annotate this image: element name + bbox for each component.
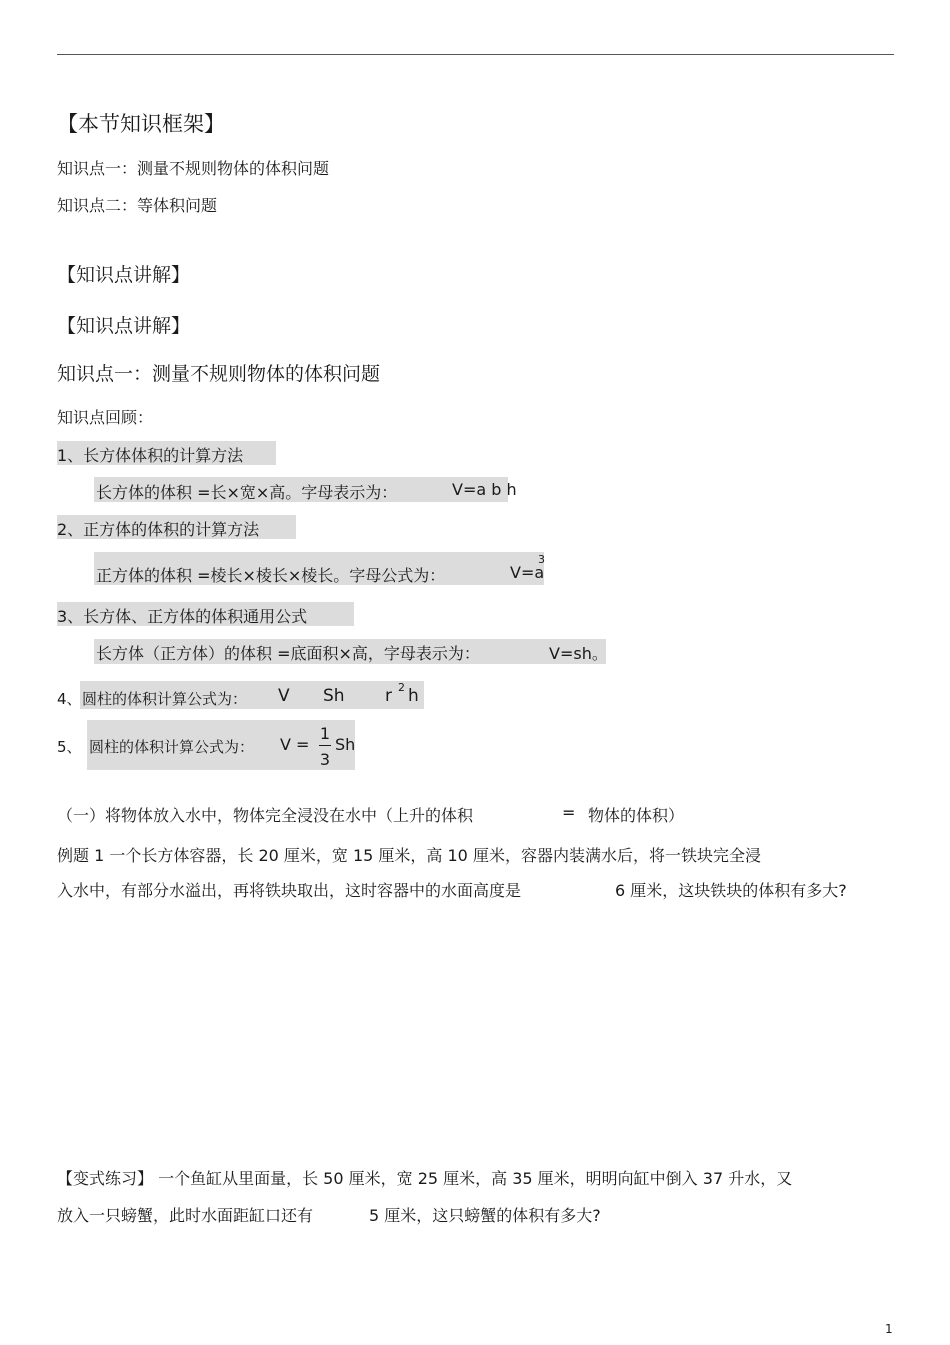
- formula2-body: 正方体的体积 =棱长×棱长×棱长。字母公式为：: [96, 566, 446, 585]
- formula4-v: V: [278, 686, 290, 706]
- formula2-exponent: 3: [538, 553, 545, 566]
- formula5-body: 圆柱的体积计算公式为：: [89, 738, 255, 756]
- formula4-exponent: 2: [398, 681, 405, 694]
- header-rule: [57, 54, 894, 55]
- review-label: 知识点回顾：: [57, 408, 154, 427]
- formula5-number: 5、: [57, 738, 82, 756]
- page-number: 1: [885, 1322, 893, 1336]
- practice-line2: 放入一只螃蟹，此时水面距缸口还有: [57, 1206, 314, 1225]
- formula1-letters: V=a b h: [452, 480, 517, 499]
- formula4-h: h: [408, 686, 419, 706]
- formula3-title: 3、长方体、正方体的体积通用公式: [57, 607, 308, 626]
- formula4-body: 圆柱的体积计算公式为：: [82, 690, 248, 708]
- formula5-fraction-bar: [319, 745, 331, 746]
- example1-line2-end: 6 厘米，这块铁块的体积有多大?: [615, 881, 847, 900]
- formula4-number: 4、: [57, 690, 82, 708]
- practice-line1: 【变式练习】 一个鱼缸从里面量，长 50 厘米，宽 25 厘米，高 35 厘米，明明向缸中倒入 37 升水，又: [57, 1169, 793, 1188]
- section1-heading: （一）将物体放入水中，物体完全浸没在水中（上升的体积: [57, 806, 474, 825]
- formula5-sh: Sh: [335, 735, 356, 754]
- formula5-v: V =: [280, 735, 310, 754]
- example1-line1: 例题 1 一个长方体容器，长 20 厘米，宽 15 厘米，高 10 厘米，容器内装满水后，将一铁块完全浸: [57, 846, 761, 865]
- framework-item-1: 知识点一：测量不规则物体的体积问题: [57, 159, 330, 178]
- formula4-r: r: [385, 686, 392, 706]
- point1-title: 知识点一：测量不规则物体的体积问题: [57, 363, 381, 385]
- formula4-sh: Sh: [323, 686, 345, 706]
- formula5-denominator: 3: [319, 750, 331, 769]
- framework-title: 【本节知识框架】: [57, 112, 225, 136]
- lecture-heading-b: 【知识点讲解】: [57, 315, 191, 337]
- formula3-letters: V=sh。: [549, 644, 608, 663]
- example1-line2: 入水中，有部分水溢出，再将铁块取出，这时容器中的水面高度是: [57, 881, 522, 900]
- formula2-title: 2、正方体的体积的计算方法: [57, 520, 260, 539]
- formula3-body: 长方体（正方体）的体积 =底面积×高，字母表示为：: [96, 644, 480, 663]
- formula1-body: 长方体的体积 =长×宽×高。字母表示为：: [96, 483, 398, 502]
- formula5-numerator: 1: [319, 724, 331, 743]
- practice-line2-end: 5 厘米，这只螃蟹的体积有多大?: [369, 1206, 601, 1225]
- formula2-letters: V=a: [510, 563, 545, 582]
- formula1-title: 1、长方体体积的计算方法: [57, 446, 244, 465]
- section1-heading-eq: =: [562, 803, 576, 822]
- lecture-heading-a: 【知识点讲解】: [57, 264, 191, 286]
- framework-item-2: 知识点二：等体积问题: [57, 196, 218, 215]
- section1-heading-end: 物体的体积）: [588, 806, 685, 825]
